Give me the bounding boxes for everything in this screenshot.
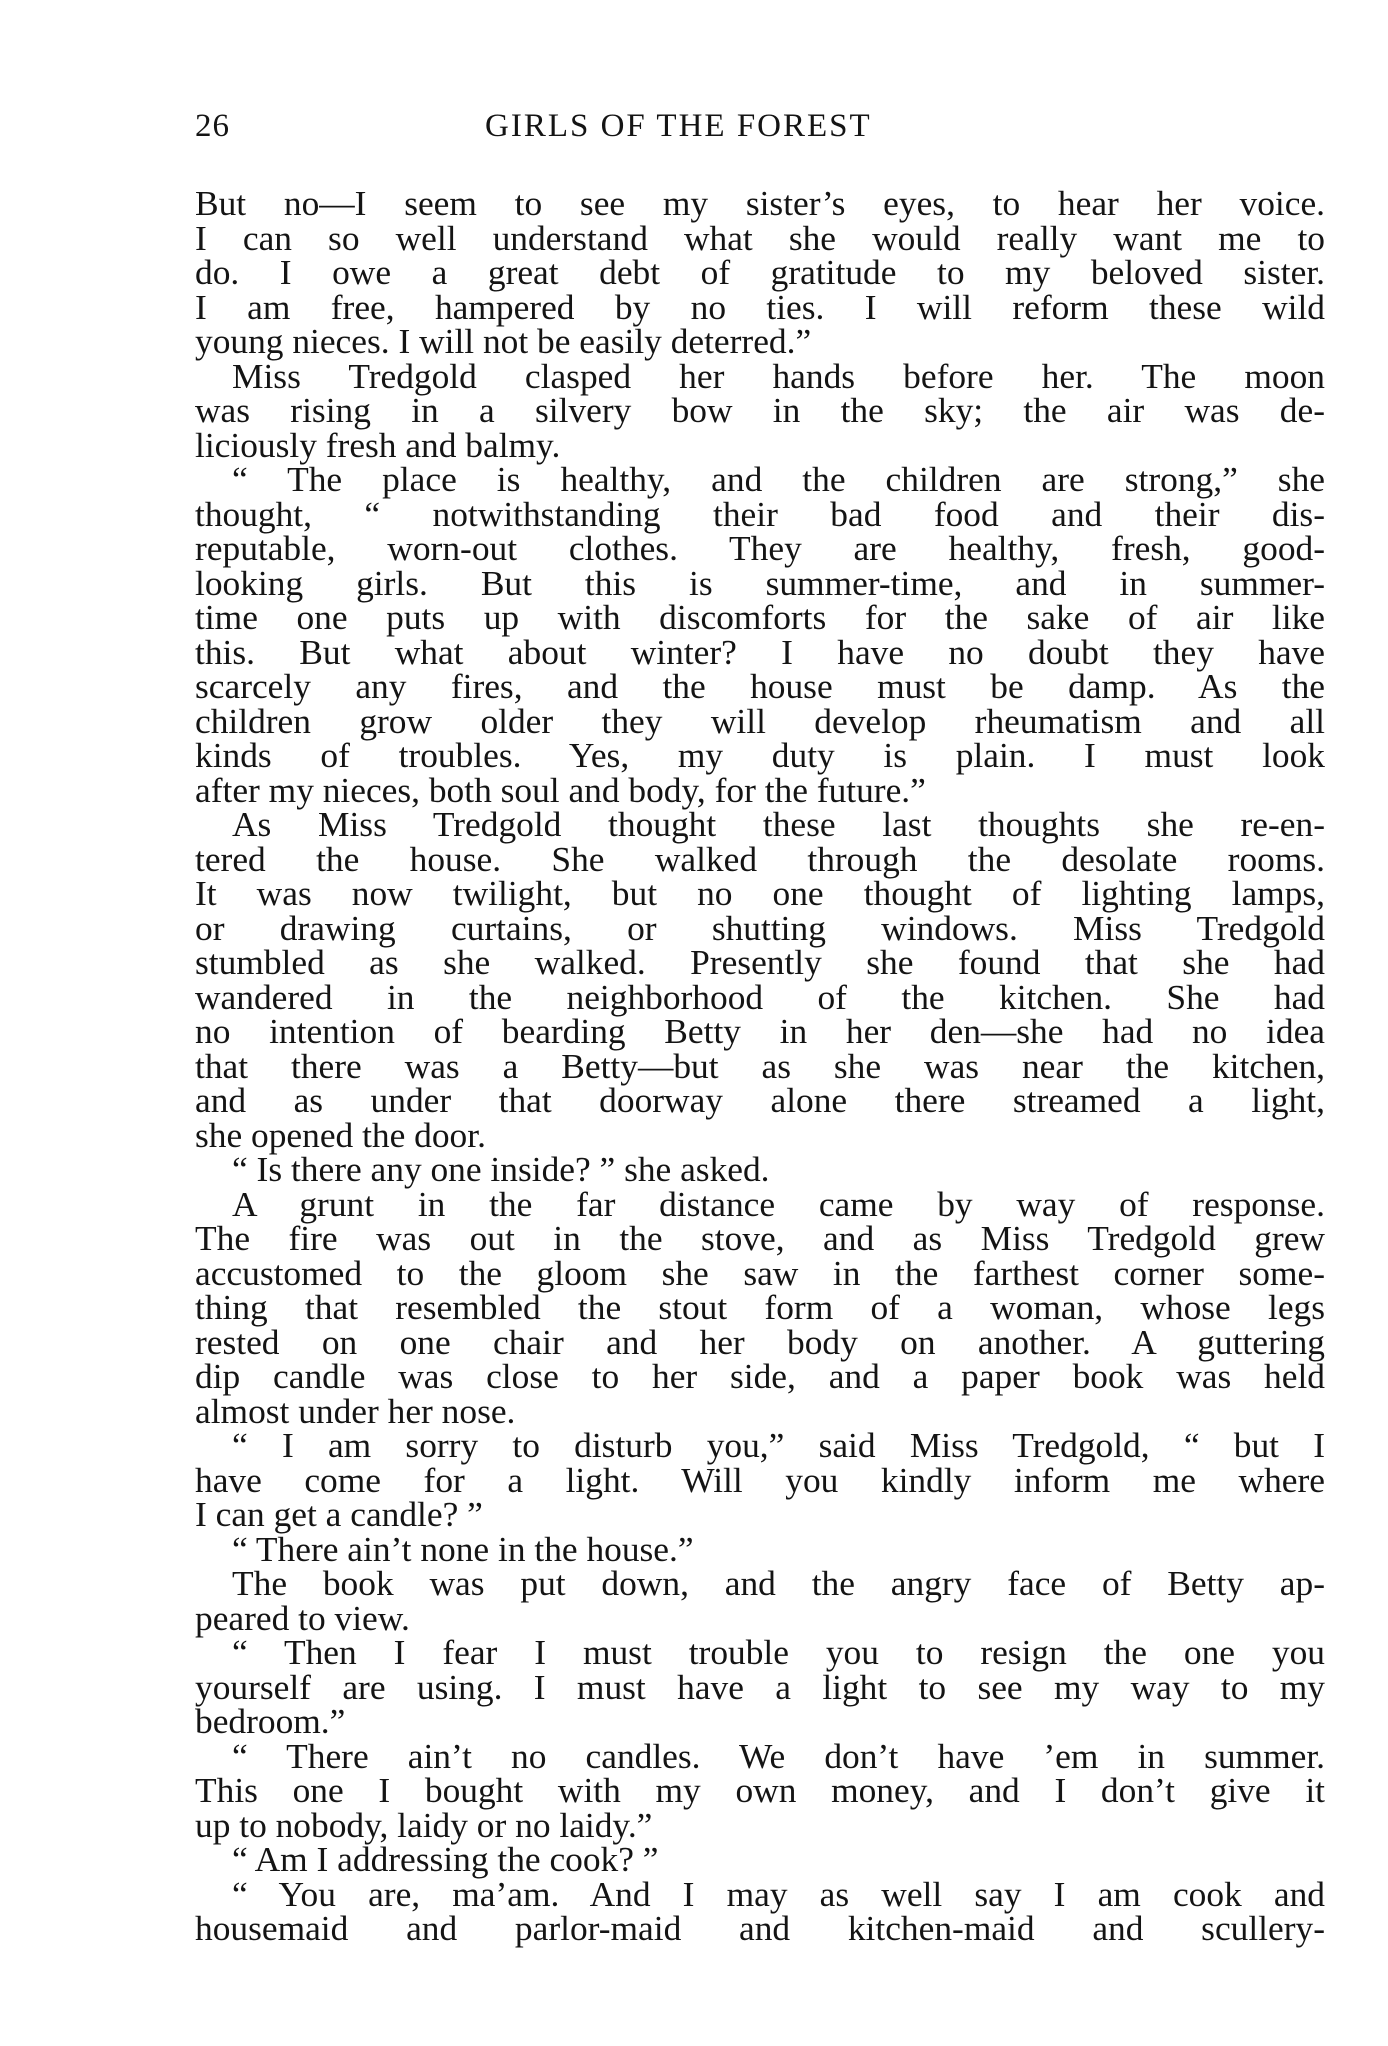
text-line: “ There ain’t none in the house.”	[232, 1528, 694, 1569]
text-line: I am free, hampered by no ties. I will reform these wild	[195, 286, 1325, 327]
text-line: scarcely any fires, and the house must be damp. As the	[195, 666, 1325, 706]
text-line: looking girls. But this is summer-time, and in summer-	[195, 562, 1325, 603]
text-line: she opened the door.	[195, 1114, 486, 1155]
paragraph	[195, 459, 1325, 810]
text-line: thing that resembled the stout form of a woman, whose legs	[195, 1287, 1325, 1327]
text-line: tered the house. She walked through the desolate rooms.	[195, 838, 1325, 879]
text-line: yourself are using. I must have a light to see my way to my	[195, 1666, 1325, 1707]
paragraph	[195, 1839, 1325, 1879]
paragraph	[195, 183, 1325, 361]
running-title: GIRLS OF THE FOREST	[485, 108, 872, 144]
text-line: stumbled as she walked. Presently she found that she had	[195, 942, 1325, 982]
text-line: “ There ain’t no candles. We don’t have ’em in summer.	[232, 1735, 1325, 1776]
text-line: As Miss Tredgold thought these last thoughts she re-en-	[232, 804, 1325, 844]
text-line: “ Then I fear I must trouble you to resign the one you	[232, 1632, 1325, 1672]
paragraph	[195, 1183, 1325, 1431]
paragraph	[195, 1528, 1325, 1569]
text-line: children grow older they will develop rheumatism and all	[195, 700, 1325, 741]
text-line: Miss Tredgold clasped her hands before her. The moon	[232, 355, 1325, 396]
text-line: no intention of bearding Betty in her den—she had no idea	[195, 1011, 1325, 1051]
text-line: wandered in the neighborhood of the kitchen. She had	[195, 976, 1325, 1017]
paragraph	[195, 1425, 1325, 1534]
paragraph	[195, 1873, 1325, 1948]
text-line: The book was put down, and the angry face of Betty ap-	[232, 1563, 1325, 1603]
text-line: kinds of troubles. Yes, my duty is plain. I must look	[195, 735, 1325, 775]
text-line: I can get a candle? ”	[195, 1494, 483, 1534]
text-line: that there was a Betty—but as she was near the kitchen,	[195, 1045, 1325, 1086]
text-line: “ Is there any one inside? ” she asked.	[232, 1149, 770, 1189]
text-line: dip candle was close to her side, and a paper book was held	[195, 1356, 1325, 1396]
text-line: accustomed to the gloom she saw in the farthest corner some-	[195, 1252, 1325, 1293]
text-line: after my nieces, both soul and body, for the future.”	[195, 769, 926, 810]
text-line: housemaid and parlor-maid and kitchen-maid and scullery-	[195, 1908, 1325, 1948]
paragraph	[195, 1563, 1325, 1638]
text-line: liciously fresh and balmy.	[195, 424, 561, 465]
text-line: time one puts up with discomforts for the sake of air like	[195, 597, 1325, 637]
text-line: I can so well understand what she would really want me to	[195, 217, 1325, 258]
paragraph	[195, 804, 1325, 1155]
text-line: have come for a light. Will you kindly inform me where	[195, 1459, 1325, 1500]
text-line: rested on one chair and her body on another. A guttering	[195, 1321, 1325, 1362]
text-line: do. I owe a great debt of gratitude to my beloved sister.	[195, 252, 1325, 292]
text-line: “ I am sorry to disturb you,” said Miss Tredgold, “ but I	[232, 1425, 1325, 1465]
text-line: This one I bought with my own money, and I don’t give it	[195, 1770, 1325, 1810]
paragraph	[195, 1149, 1325, 1189]
text-line: peared to view.	[195, 1597, 410, 1638]
text-line: this. But what about winter? I have no doubt they have	[195, 631, 1325, 672]
text-line: “ Am I addressing the cook? ”	[232, 1839, 659, 1879]
running-header	[195, 108, 1325, 156]
text-line: and as under that doorway alone there streamed a light,	[195, 1080, 1325, 1120]
text-line: thought, “ notwithstanding their bad food and their dis-	[195, 493, 1325, 534]
text-line: almost under her nose.	[195, 1390, 516, 1431]
text-line: “ You are, ma’am. And I may as well say I am cook and	[232, 1873, 1325, 1914]
text-line: A grunt in the far distance came by way of response.	[232, 1183, 1325, 1224]
page-number: 26	[195, 108, 230, 144]
paragraph	[195, 1632, 1325, 1741]
paragraph	[195, 355, 1325, 465]
text-line: reputable, worn-out clothes. They are healthy, fresh, good-	[195, 528, 1325, 568]
text-line: young nieces. I will not be easily deterred.”	[195, 321, 812, 361]
text-line: It was now twilight, but no one thought of lighting lamps,	[195, 873, 1325, 913]
body-text	[195, 183, 1325, 1948]
text-line: up to nobody, laidy or no laidy.”	[195, 1804, 653, 1845]
text-line: was rising in a silvery bow in the sky; the air was de-	[195, 390, 1325, 430]
text-line: or drawing curtains, or shutting windows. Miss Tredgold	[195, 907, 1325, 948]
text-line: The fire was out in the stove, and as Miss Tredgold grew	[195, 1218, 1325, 1258]
text-line: bedroom.”	[195, 1701, 346, 1741]
text-line: “ The place is healthy, and the children are strong,” she	[232, 459, 1325, 499]
text-line: But no—I seem to see my sister’s eyes, to hear her voice.	[195, 183, 1325, 223]
paragraph	[195, 1735, 1325, 1845]
